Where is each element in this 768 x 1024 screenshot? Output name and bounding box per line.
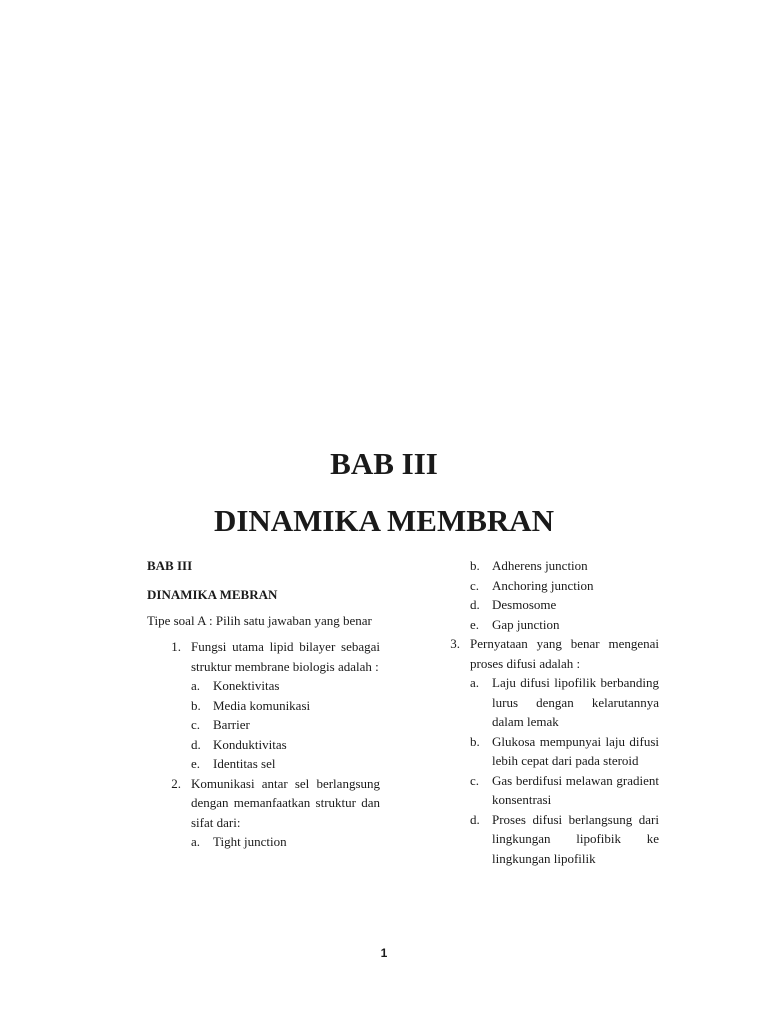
- option-letter: d.: [470, 597, 480, 612]
- option-text: Gap junction: [492, 616, 560, 632]
- option-text: Glukosa mempunyai laju difusi lebih cepat dari pada steroid: [492, 733, 659, 768]
- option-text: Proses difusi berlangsung dari lingkungan lipofibik ke lingkungan lipofilik: [492, 811, 659, 866]
- option-letter: c.: [470, 772, 480, 788]
- question-text: Pernyataan yang benar mengenai proses difusi adalah :: [470, 636, 659, 671]
- question-text: Fungsi utama lipid bilayer sebagai struktur membrane biologis adalah :: [191, 639, 380, 674]
- option-letter: c.: [191, 717, 201, 732]
- question-2: [147, 774, 380, 833]
- option-text: Gas berdifusi melawan gradient konsentrasi: [492, 772, 659, 807]
- option-a: [191, 676, 380, 696]
- chapter-subtitle: DINAMIKA MEMBRAN: [213, 503, 555, 538]
- option-letter: a.: [191, 834, 201, 849]
- option-letter: b.: [470, 558, 480, 573]
- question-1: [147, 637, 380, 676]
- option-text: Desmosome: [492, 597, 557, 612]
- option-b: [470, 556, 659, 576]
- left-column: [147, 556, 380, 852]
- option-e: [191, 754, 380, 774]
- question-number: 2.: [171, 775, 181, 791]
- option-a: [470, 673, 659, 732]
- section-heading-bab: BAB III: [147, 558, 193, 573]
- option-b: [470, 732, 659, 771]
- option-text: Tight junction: [213, 834, 287, 849]
- option-letter: b.: [191, 697, 201, 713]
- option-b: [191, 696, 380, 716]
- option-c: [470, 771, 659, 810]
- option-text: Identitas sel: [213, 756, 276, 771]
- page-number: 1: [380, 946, 388, 960]
- option-c: [470, 576, 659, 596]
- question-number: 3.: [450, 636, 460, 651]
- option-a: [191, 832, 380, 852]
- chapter-title: BAB III: [330, 446, 438, 481]
- option-text: Konduktivitas: [213, 736, 287, 752]
- option-c: [191, 715, 380, 735]
- question-number: 1.: [171, 639, 181, 654]
- question-1-options: [191, 676, 380, 774]
- question-text: Komunikasi antar sel berlangsung dengan memanfaatkan struktur dan sifat dari:: [191, 775, 380, 830]
- option-text: Barrier: [213, 717, 250, 732]
- option-letter: d.: [470, 811, 480, 827]
- question-2-options-continued: [470, 556, 659, 634]
- option-letter: e.: [191, 756, 201, 771]
- option-text: Adherens junction: [492, 558, 588, 573]
- question-3-options: [470, 673, 659, 868]
- option-d: [191, 735, 380, 755]
- option-text: Konektivitas: [213, 678, 280, 693]
- option-letter: a.: [470, 675, 480, 690]
- option-e: [470, 615, 659, 635]
- option-letter: a.: [191, 678, 201, 693]
- option-letter: c.: [470, 577, 480, 593]
- option-text: Media komunikasi: [213, 697, 311, 713]
- question-3: [446, 634, 659, 673]
- option-text: Laju difusi lipofilik berbanding lurus dengan kelarutannya dalam lemak: [492, 675, 659, 729]
- instructions: Tipe soal A : Pilih satu jawaban yang benar: [147, 613, 372, 628]
- option-text: Anchoring junction: [492, 577, 594, 593]
- option-letter: e.: [470, 616, 480, 632]
- option-letter: d.: [191, 736, 201, 752]
- option-d: [470, 810, 659, 869]
- option-d: [470, 595, 659, 615]
- right-column: [446, 556, 659, 868]
- section-heading-topic: DINAMIKA MEBRAN: [147, 586, 278, 602]
- question-2-options: [191, 832, 380, 852]
- option-letter: b.: [470, 733, 480, 749]
